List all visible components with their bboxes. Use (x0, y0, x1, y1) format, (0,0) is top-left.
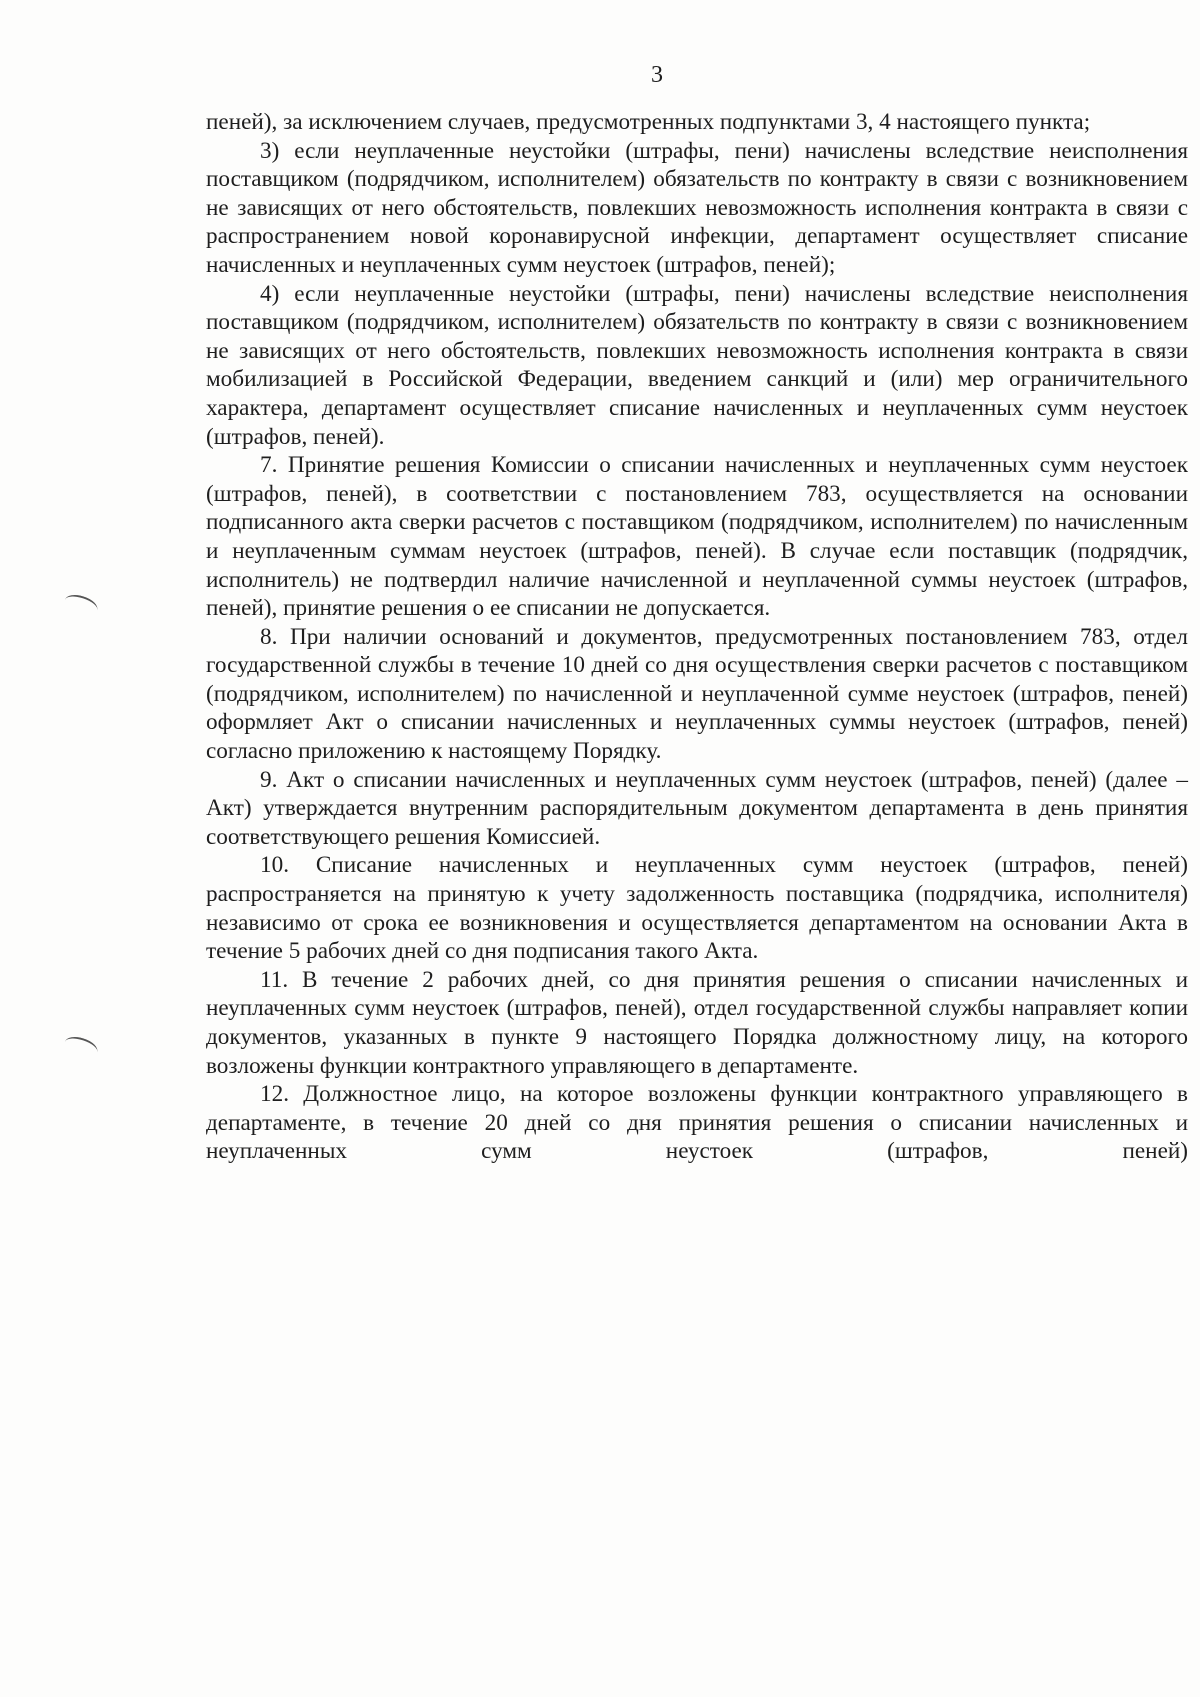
paragraph-item-12: 12. Должностное лицо, на которое возложены функции контрактного управляющего в департаменте, в течение 20 дней со дня принятия решения о списании начисленных и неуплаченных сумм неустоек (штрафов, пеней) (206, 1081, 1188, 1165)
paragraph-item-9: 9. Акт о списании начисленных и неуплаченных сумм неустоек (штрафов, пеней) (далее – Акт) утверждается внутренним распорядительным документом департамента в день принятия соответствующего решения Комиссией. (206, 766, 1188, 850)
paragraph-subitem-3: 3) если неуплаченные неустойки (штрафы, пени) начислены вследствие неисполнения поставщиком (подрядчиком, исполнителем) обязательств по контракту в связи с возникновением не зависящих от него обстоятельств, повлекших невозможность исполнения контракта в связи с распространением новой коронавирусной инфекции, департамент осуществляет списание начисленных и неуплаченных сумм неустоек (штрафов, пеней); (206, 137, 1188, 278)
page-number: 3 (651, 62, 663, 88)
paragraph-continuation: пеней), за исключением случаев, предусмотренных подпунктами 3, 4 настоящего пункта; (206, 109, 1091, 135)
paragraph-item-8: 8. При наличии оснований и документов, предусмотренных постановлением 783, отдел государственной службы в течение 10 дней со дня осуществления сверки расчетов с поставщиком (подрядчиком, исполнителем) по начисленной и неуплаченной сумме неустоек (штрафов, пеней) оформляет Акт о списании начисленных и неуплаченных суммы неустоек (штрафов, пеней) согласно приложению к настоящему Порядку. (206, 623, 1188, 765)
paragraph-subitem-4: 4) если неуплаченные неустойки (штрафы, пени) начислены вследствие неисполнения поставщиком (подрядчиком, исполнителем) обязательств по контракту в связи с возникновением не зависящих от него обстоятельств, повлекших невозможность исполнения контракта в связи мобилизацией в Российской Федерации, введением санкций и (или) мер ограничительного характера, департамент осуществляет списание начисленных и неуплаченных сумм неустоек (штрафов, пеней). (206, 280, 1188, 450)
paragraph-item-10: 10. Списание начисленных и неуплаченных сумм неустоек (штрафов, пеней) распространяется на принятую к учету задолженность поставщика (подрядчика, исполнителя) независимо от срока ее возникновения и осуществляется департаментом на основании Акта в течение 5 рабочих дней со дня подписания такого Акта. (206, 852, 1188, 965)
paragraph-item-11: 11. В течение 2 рабочих дней, со дня принятия решения о списании начисленных и неуплаченных сумм неустоек (штрафов, пеней), отдел государственной службы направляет копии документов, указанных в пункте 9 настоящего Порядка должностному лицу, на которого возложены функции контрактного управляющего в департаменте. (206, 966, 1188, 1079)
binding-hole-mark (62, 591, 100, 619)
binding-hole-mark (62, 1033, 100, 1061)
document-body (206, 108, 1188, 1166)
paragraph-item-7: 7. Принятие решения Комиссии о списании начисленных и неуплаченных сумм неустоек (штрафов, пеней), в соответствии с постановлением 783, осуществляется на основании подписанного акта сверки расчетов с поставщиком (подрядчиком, исполнителем) по начисленным и неуплаченным суммам неустоек (штрафов, пеней). В случае если поставщик (подрядчик, исполнитель) не подтвердил наличие начисленной и неуплаченной суммы неустоек (штрафов, пеней), принятие решения о ее списании не допускается. (206, 452, 1188, 622)
